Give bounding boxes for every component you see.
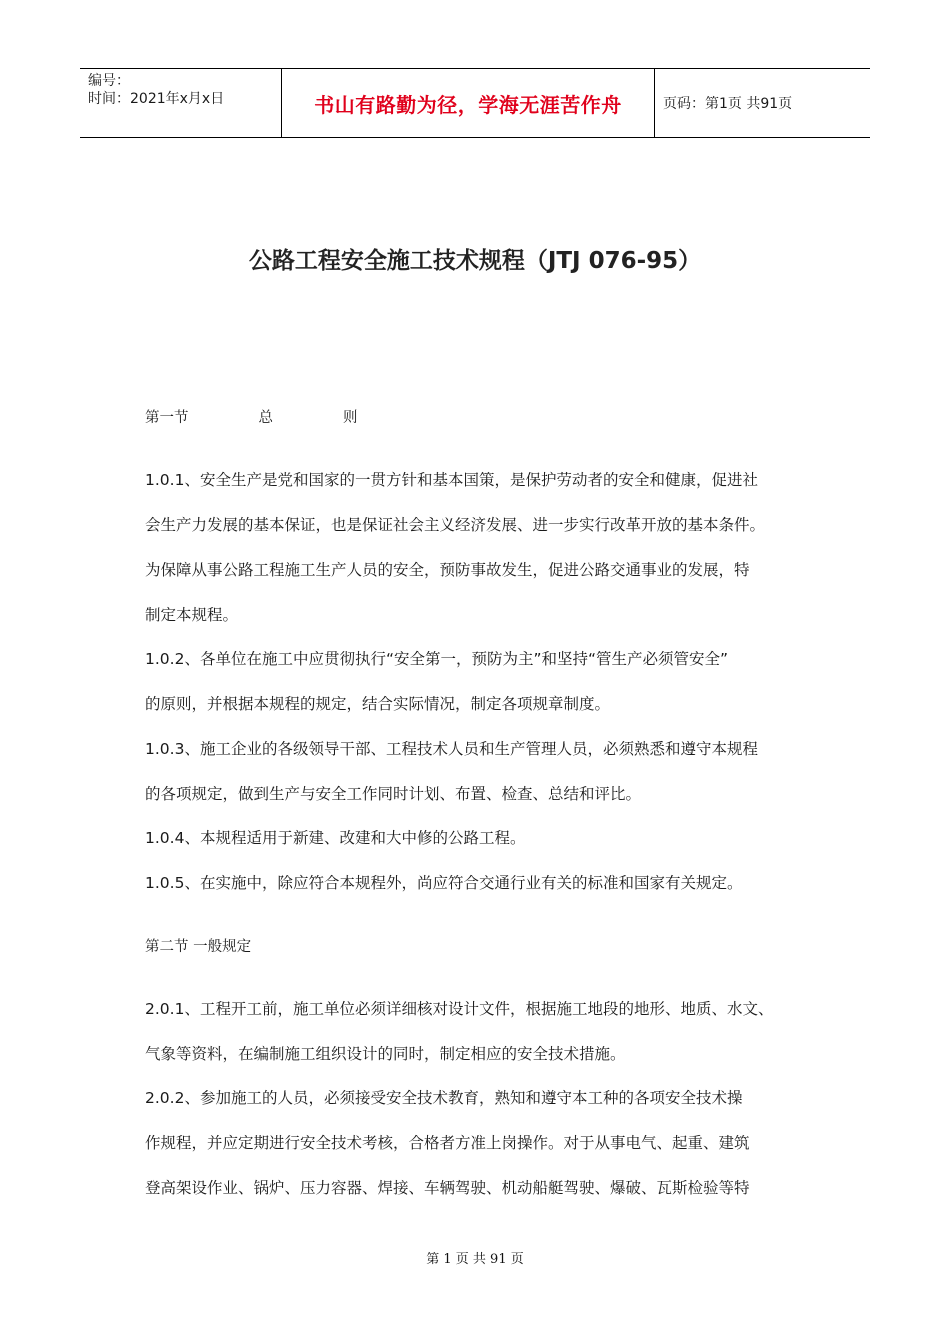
header-meta-cell <box>80 69 282 137</box>
paragraph-line: 1.0.5、在实施中，除应符合本规程外，尚应符合交通行业有关的标准和国家有关规定。 <box>145 874 743 892</box>
paragraph-line: 的各项规定，做到生产与安全工作同时计划、布置、检查、总结和评比。 <box>145 785 642 803</box>
paragraph-line: 登高架设作业、锅炉、压力容器、焊接、车辆驾驶、机动船艇驾驶、爆破、瓦斯检验等特 <box>145 1179 750 1197</box>
section-1-heading: 第一节 总 则 <box>145 410 358 426</box>
paragraph-line: 1.0.1、安全生产是党和国家的一贯方针和基本国策，是保护劳动者的安全和健康，促进社 <box>145 471 758 489</box>
paragraph-line: 1.0.2、各单位在施工中应贯彻执行“安全第一，预防为主”和坚持“管生产必须管安全” <box>145 650 729 668</box>
page-info: 页码：第1页 共91页 <box>663 96 793 112</box>
paragraph-line: 会生产力发展的基本保证，也是保证社会主义经济发展、进一步实行改革开放的基本条件。 <box>145 516 766 534</box>
paragraph-line: 气象等资料，在编制施工组织设计的同时，制定相应的安全技术措施。 <box>145 1045 626 1063</box>
document-title: 公路工程安全施工技术规程（JTJ 076-95） <box>248 248 702 274</box>
motto: 书山有路勤为径，学海无涯苦作舟 <box>282 69 655 137</box>
time-label: 时间：2021年x月x日 <box>88 91 225 107</box>
page-footer: 第 1 页 共 91 页 <box>426 1252 524 1267</box>
section-2-heading: 第二节 一般规定 <box>145 939 252 955</box>
paragraph-line: 为保障从事公路工程施工生产人员的安全，预防事故发生，促进公路交通事业的发展，特 <box>145 561 750 579</box>
paragraph-line: 制定本规程。 <box>145 606 239 624</box>
paragraph-line: 2.0.2、参加施工的人员，必须接受安全技术教育，熟知和遵守本工种的各项安全技术操 <box>145 1089 743 1107</box>
paragraph-line: 1.0.3、施工企业的各级领导干部、工程技术人员和生产管理人员，必须熟悉和遵守本规程 <box>145 740 758 758</box>
paragraph-line: 2.0.1、工程开工前，施工单位必须详细核对设计文件，根据施工地段的地形、地质、水文、 <box>145 1000 774 1018</box>
paragraph-line: 1.0.4、本规程适用于新建、改建和大中修的公路工程。 <box>145 829 526 847</box>
number-label: 编号： <box>88 73 130 89</box>
paragraph-line: 作规程，并应定期进行安全技术考核，合格者方准上岗操作。对于从事电气、起重、建筑 <box>145 1134 750 1152</box>
paragraph-line: 的原则，并根据本规程的规定，结合实际情况，制定各项规章制度。 <box>145 695 611 713</box>
header-table <box>80 68 870 138</box>
